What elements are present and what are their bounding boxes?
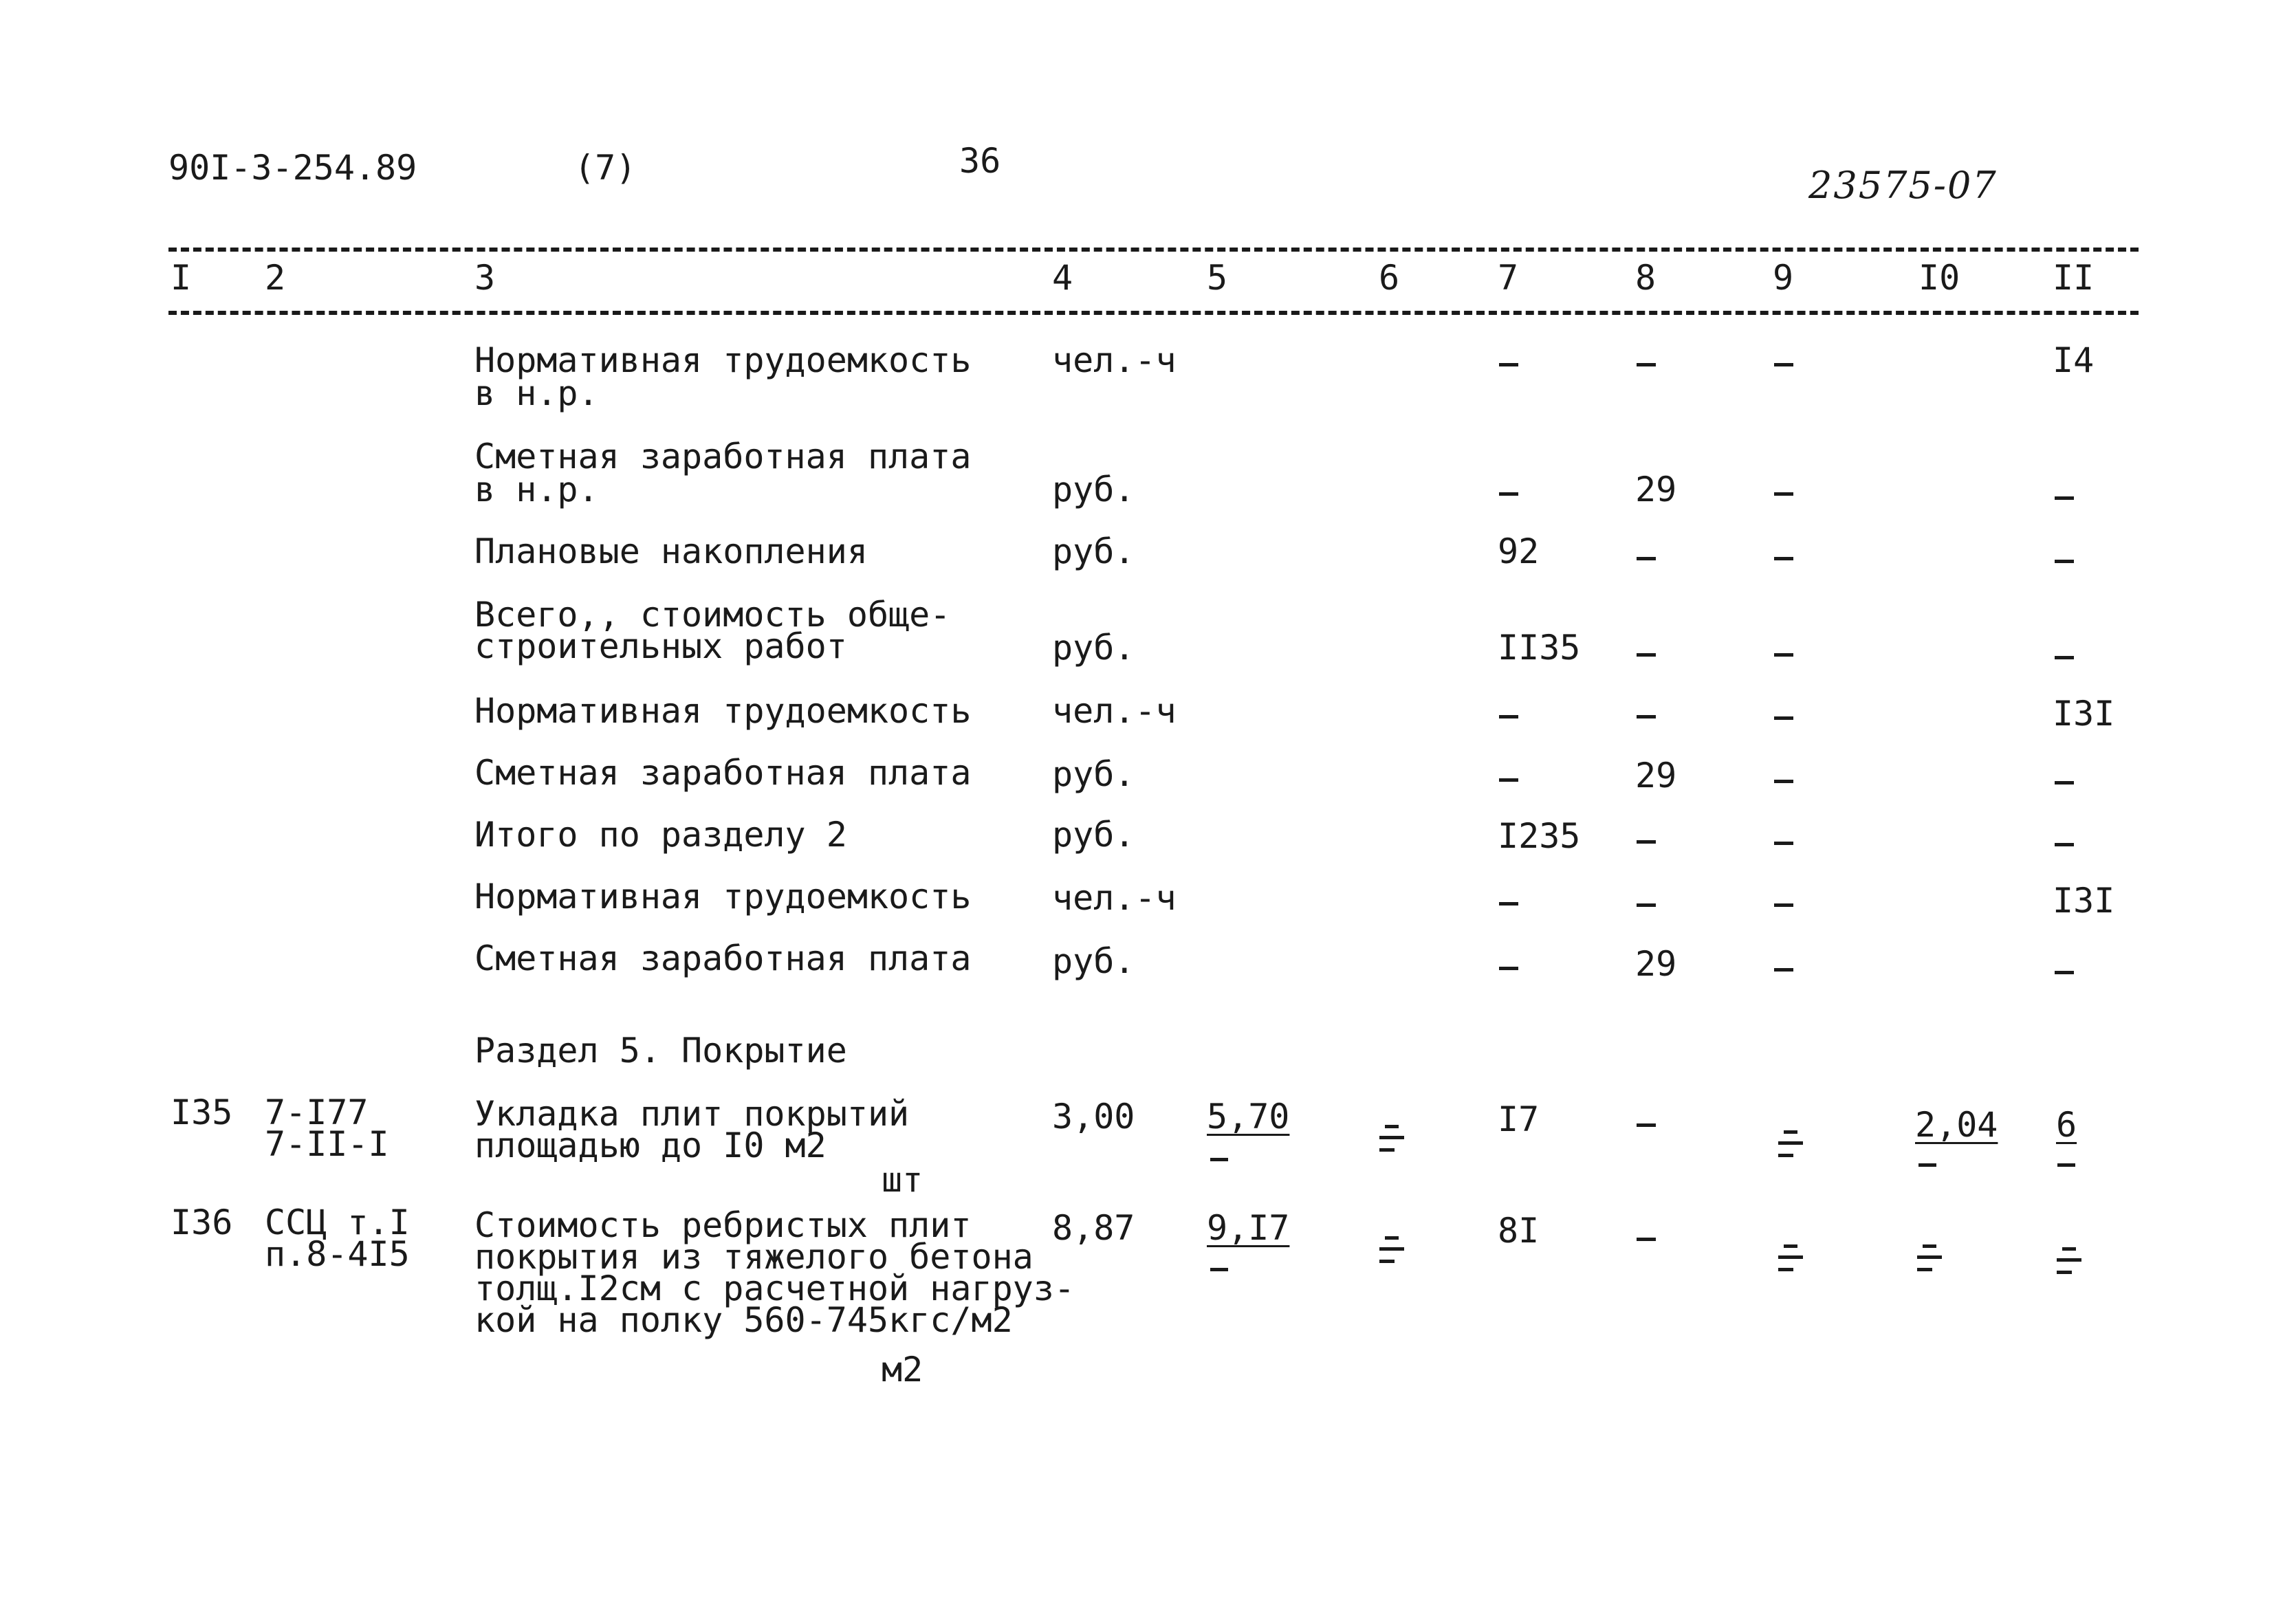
row5-col8-dash [1637, 715, 1656, 718]
col-header-9: 9 [1773, 258, 1794, 298]
item136-unit: м2 [882, 1350, 923, 1390]
header-top-rule [168, 248, 2139, 252]
row1-name-line1: Нормативная трудоемкость [474, 340, 972, 380]
row8-col8-dash [1637, 903, 1656, 907]
row5-unit: чел.-ч [1052, 691, 1177, 731]
row2-col11-dash [2055, 496, 2074, 500]
item136-col5-subdash [1210, 1268, 1228, 1271]
row7-col11-dash [2055, 843, 2074, 846]
row2-col8: 29 [1635, 470, 1677, 509]
item136-col11-ditto-mark [2053, 1244, 2086, 1276]
row9-col8: 29 [1635, 944, 1677, 984]
row1-unit: чел.-ч [1052, 340, 1177, 380]
row7-name: Итого по разделу 2 [474, 815, 847, 855]
row9-name: Сметная заработная плата [474, 939, 972, 978]
item135-col11-subdash [2057, 1163, 2075, 1167]
row3-unit: руб. [1052, 531, 1135, 571]
row8-name: Нормативная трудоемкость [474, 877, 972, 917]
handwritten-stamp: 23575-07 [1808, 164, 1998, 207]
item136-name-line4: кой на полку 560-745кгс/м2 [474, 1300, 1013, 1340]
row3-col7: 92 [1498, 531, 1540, 571]
row4-col7: II35 [1498, 628, 1581, 668]
item136-col8-dash [1637, 1238, 1656, 1241]
row9-col11-dash [2055, 971, 2074, 974]
row5-col7-dash [1499, 715, 1518, 718]
section-title: Раздел 5. Покрытие [474, 1031, 847, 1071]
col-header-6: 6 [1379, 258, 1400, 298]
item135-name-line2: площадью до I0 м2 [474, 1126, 827, 1165]
header-bottom-rule [168, 311, 2139, 315]
row5-name: Нормативная трудоемкость [474, 691, 972, 731]
item135-unit: шт [882, 1160, 923, 1200]
row4-col11-dash [2055, 656, 2074, 659]
row7-col9-dash [1774, 842, 1793, 845]
row6-unit: руб. [1052, 754, 1135, 794]
row5-col11: I3I [2053, 694, 2115, 734]
row1-col9-dash [1774, 363, 1793, 366]
row7-col7: I235 [1498, 816, 1581, 856]
row2-name-line2: в н.р. [474, 470, 599, 509]
item136-number: I36 [171, 1203, 233, 1242]
item136-col5: 9,I7 [1207, 1208, 1290, 1248]
col-header-5: 5 [1207, 258, 1228, 298]
item136-col7: 8I [1498, 1211, 1540, 1251]
item135-col5-subdash [1210, 1158, 1228, 1161]
page-number: 36 [959, 141, 1001, 181]
row6-name: Сметная заработная плата [474, 753, 972, 793]
col-header-7: 7 [1498, 258, 1519, 298]
row2-col9-dash [1774, 492, 1793, 496]
row1-col8-dash [1637, 363, 1656, 366]
issue-number: (7) [574, 148, 637, 188]
row2-name-line1: Сметная заработная плата [474, 437, 972, 476]
row2-unit: руб. [1052, 470, 1135, 509]
item136-code-line2: п.8-4I5 [265, 1234, 410, 1274]
row3-col8-dash [1637, 557, 1656, 560]
row8-col9-dash [1774, 903, 1793, 907]
row8-unit: чел.-ч [1052, 878, 1177, 918]
col-header-4: 4 [1052, 258, 1073, 298]
row7-unit: руб. [1052, 815, 1135, 855]
item136-col9-ditto-mark [1774, 1242, 1807, 1273]
col-header-8: 8 [1635, 258, 1657, 298]
row7-col8-dash [1637, 840, 1656, 844]
row3-name: Плановые накопления [474, 531, 868, 571]
row9-unit: руб. [1052, 941, 1135, 981]
item135-col6-ditto-mark [1375, 1122, 1408, 1154]
row9-col9-dash [1774, 968, 1793, 972]
item135-number: I35 [171, 1093, 233, 1132]
row4-name-line1: Всего,, стоимость обще- [474, 595, 951, 635]
item136-col4: 8,87 [1052, 1208, 1135, 1248]
row6-col7-dash [1499, 778, 1518, 782]
row5-col9-dash [1774, 716, 1793, 720]
col-header-11: II [2053, 258, 2095, 298]
row9-col7-dash [1499, 967, 1518, 970]
row4-col9-dash [1774, 653, 1793, 657]
item136-name-line3: толщ.I2см с расчетной нагруз- [474, 1269, 1075, 1308]
row8-col7-dash [1499, 902, 1518, 906]
row8-col11: I3I [2053, 881, 2115, 921]
row4-name-line2: строительных работ [474, 626, 847, 666]
row6-col8: 29 [1635, 756, 1677, 795]
item136-name-line1: Стоимость ребристых плит [474, 1205, 972, 1245]
item136-name-line2: покрытия из тяжелого бетона [474, 1237, 1034, 1277]
item135-col7: I7 [1498, 1099, 1540, 1139]
col-header-10: I0 [1918, 258, 1960, 298]
col-header-2: 2 [265, 258, 286, 298]
item135-col8-dash [1637, 1123, 1656, 1127]
item135-col5: 5,70 [1207, 1097, 1290, 1137]
item135-code-line1: 7-I77 [265, 1093, 369, 1132]
row1-col11: I4 [2053, 340, 2095, 380]
row3-col9-dash [1774, 557, 1793, 560]
item135-name-line1: Укладка плит покрытий [474, 1094, 910, 1134]
document-code: 90I-3-254.89 [168, 148, 417, 188]
item135-col10: 2,04 [1915, 1105, 1998, 1145]
row6-col11-dash [2055, 781, 2074, 784]
row6-col9-dash [1774, 780, 1793, 783]
row1-name-line2: в н.р. [474, 373, 599, 413]
row3-col11-dash [2055, 560, 2074, 563]
row4-col8-dash [1637, 653, 1656, 657]
item135-col10-subdash [1918, 1163, 1936, 1167]
row4-unit: руб. [1052, 628, 1135, 668]
item135-col9-ditto-mark [1774, 1128, 1807, 1159]
col-header-3: 3 [474, 258, 496, 298]
item136-code-line1: ССЦ т.I [265, 1203, 410, 1242]
col-header-1: I [171, 258, 192, 298]
item135-col11: 6 [2056, 1105, 2077, 1145]
row2-col7-dash [1499, 492, 1518, 496]
item135-col4: 3,00 [1052, 1097, 1135, 1137]
row1-col7-dash [1499, 363, 1518, 366]
item136-col6-ditto-mark [1375, 1233, 1408, 1265]
item136-col10-ditto-mark [1913, 1242, 1946, 1273]
item135-code-line2: 7-II-I [265, 1124, 389, 1164]
